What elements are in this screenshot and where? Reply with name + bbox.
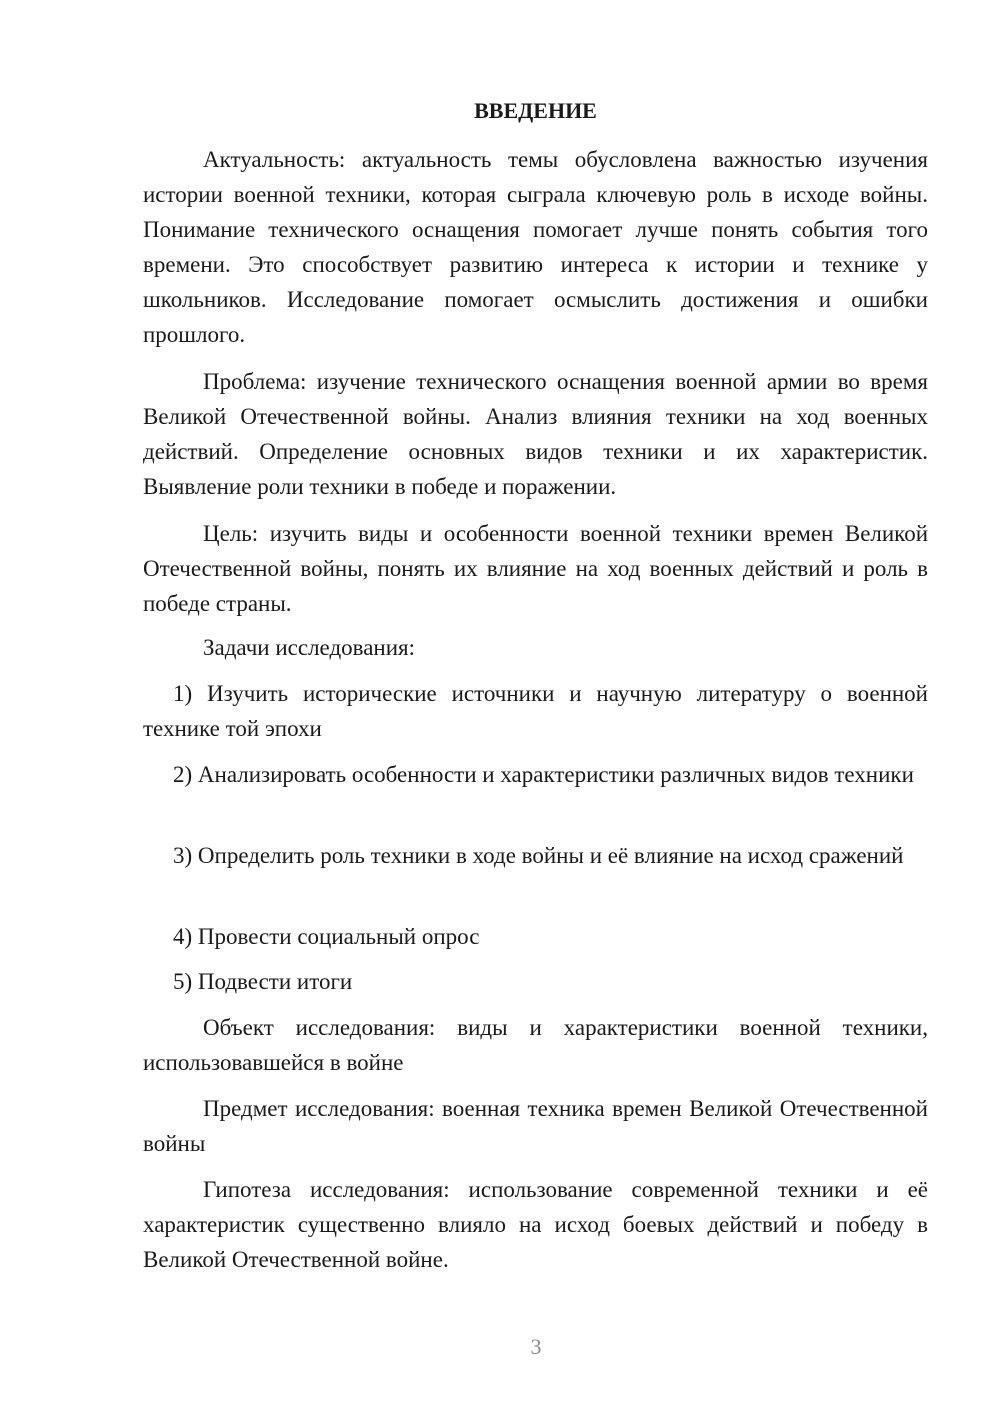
list-item-task-2: 2) Анализировать особенности и характеристики различных видов техники [173, 762, 914, 787]
paragraph-hypothesis: Гипотеза исследования: использование современной техники и её характеристик существенно влияло на исход боевых действий и победу в Великой Отечественной войне. [143, 1177, 928, 1272]
paragraph-goal: Цель: изучить виды и особенности военной техники времен Великой Отечественной войны, понять их влияние на ход военных действий и роль в победе страны. [143, 521, 928, 616]
paragraph-relevance: Актуальность: актуальность темы обусловлена важностью изучения истории военной техники, которая сыграла ключевую роль в исходе войны. Понимание технического оснащения помогает лучше понять события того времени. Это способствует развитию интереса к истории и технике у школьников. Исследование помогает осмыслить достижения и ошибки прошлого. [143, 147, 928, 347]
list-item-task-1: 1) Изучить исторические источники и научную литературу о военной технике той эпохи [143, 681, 928, 741]
paragraph-subject: Предмет исследования: военная техника времен Великой Отечественной войны [143, 1096, 928, 1156]
tasks-heading: Задачи исследования: [203, 635, 416, 660]
page-number: 3 [530, 1334, 542, 1359]
list-item-task-4: 4) Провести социальный опрос [173, 924, 480, 949]
paragraph-problem: Проблема: изучение технического оснащения военной армии во время Великой Отечественной войны. Анализ влияния техники на ход военных действий. Определение основных видов техники и их характеристик. Выявление роли техники в победе и поражении. [143, 369, 928, 499]
document-title: ВВЕДЕНИЕ [474, 98, 597, 123]
list-item-task-5: 5) Подвести итоги [173, 969, 353, 994]
paragraph-object: Объект исследования: виды и характеристики военной техники, использовавшейся в войне [143, 1015, 928, 1075]
list-item-task-3: 3) Определить роль техники в ходе войны и её влияние на исход сражений [173, 843, 904, 868]
